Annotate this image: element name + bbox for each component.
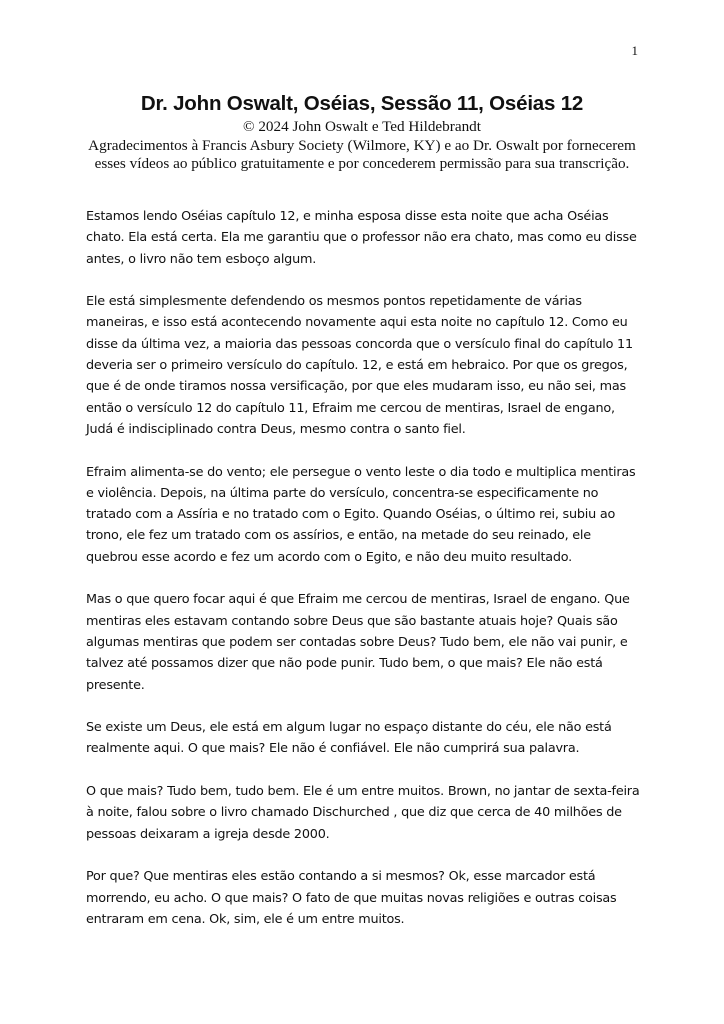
paragraph-1: Estamos lendo Oséias capítulo 12, e minha esposa disse esta noite que acha Oséias chato. Ela está certa. Ela me garantiu que o professor não era chato, mas como eu disse antes, o livro não tem esboço algum.: [86, 209, 637, 267]
document-header: [86, 90, 638, 173]
paragraph-4: Mas o que quero focar aqui é que Efraim me cercou de mentiras, Israel de engano. Que mentiras eles estavam contando sobre Deus que são bastante atuais hoje? Quais são algumas mentiras que podem ser contadas sobre Deus? Tudo bem, ele não vai punir, e talvez até possamos dizer que não pode punir. Tudo bem, o que mais? Ele não está presente.: [86, 592, 630, 693]
transcript-body: [86, 206, 642, 951]
paragraph-2: Ele está simplesmente defendendo os mesmos pontos repetidamente de várias maneiras, e isso está acontecendo novamente aqui esta noite no capítulo 12. Como eu disse da última vez, a maioria das pessoas concorda que o versículo final do capítulo 11 deveria ser o primeiro versículo do capítulo. 12, e está em hebraico. Por que os gregos, que é de onde tiramos nossa versificação, por que eles mudaram isso, eu não sei, mas então o versículo 12 do capítulo 11, Efraim me cercou de mentiras, Israel de engano, Judá é indisciplinado contra Deus, mesmo contra o santo fiel.: [86, 294, 633, 437]
paragraph-6: O que mais? Tudo bem, tudo bem. Ele é um entre muitos. Brown, no jantar de sexta-feira à noite, falou sobre o livro chamado Dischurched , que diz que cerca de 40 milhões de pessoas deixaram a igreja desde 2000.: [86, 784, 640, 842]
paragraph-7: Por que? Que mentiras eles estão contando a si mesmos? Ok, esse marcador está morrendo, eu acho. O que mais? O fato de que muitas novas religiões e outras coisas entraram em cena. Ok, sim, ele é um entre muitos.: [86, 869, 617, 927]
acknowledgements: Agradecimentos à Francis Asbury Society (Wilmore, KY) e ao Dr. Oswalt por fornecerem esses vídeos ao público gratuitamente e por concederem permissão para sua transcrição.: [88, 137, 636, 172]
paragraph-5: Se existe um Deus, ele está em algum lugar no espaço distante do céu, ele não está realmente aqui. O que mais? Ele não é confiável. Ele não cumprirá sua palavra.: [86, 720, 612, 757]
page-number: 1: [631, 43, 638, 58]
document-title: Dr. John Oswalt, Oséias, Sessão 11, Oséias 12: [140, 92, 584, 115]
paragraph-3: Efraim alimenta-se do vento; ele persegue o vento leste o dia todo e multiplica mentiras e violência. Depois, na última parte do versículo, concentra-se especificamente no tratado com a Assíria e no tratado com o Egito. Quando Oséias, o último rei, subiu ao trono, ele fez um tratado com os assírios, e então, na metade do seu reinado, ele quebrou esse acordo e fez um acordo com o Egito, e não deu muito resultado.: [86, 464, 636, 565]
copyright-line: © 2024 John Oswalt e Ted Hildebrandt: [243, 118, 481, 135]
